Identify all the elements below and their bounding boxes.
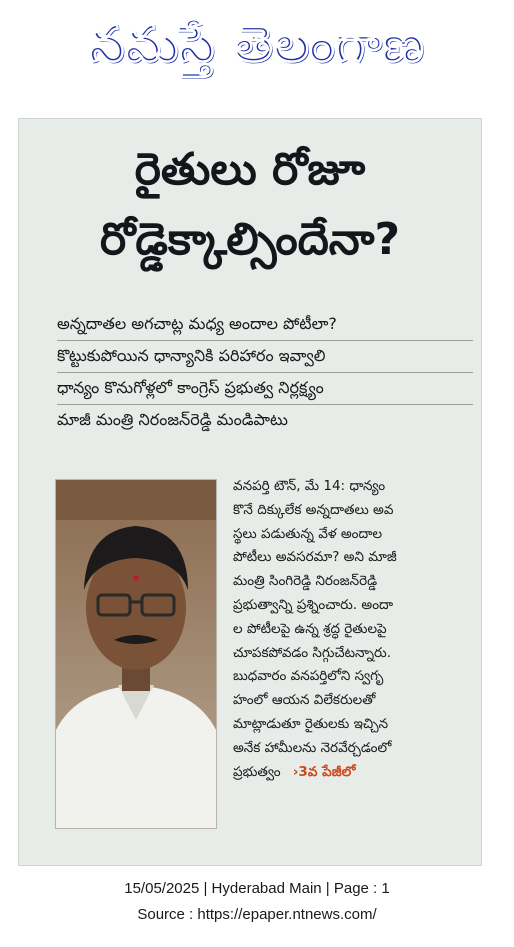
newspaper-title: నమస్తే తెలంగాణ (89, 14, 425, 73)
body-line: చూపకపోవడం సిగ్గుచేటన్నారు. (233, 644, 391, 661)
portrait-illustration (56, 480, 216, 828)
body-line: ల పోటీలపై ఉన్న శ్రద్ధ రైతులపై (233, 620, 387, 637)
headline-line-2: రోడ్డెక్కాల్సిందేనా? (100, 214, 400, 265)
continued-link[interactable]: ›3వ పేజీలో (292, 763, 356, 780)
body-line-last (233, 761, 473, 785)
body-line: స్థలు పడుతున్న వేళ అందాల (233, 525, 383, 542)
subheads (57, 309, 473, 436)
subhead: ధాన్యం కొనుగోళ్లలో కాంగ్రెస్ ప్రభుత్వ నిర్లక్ష్యం (57, 373, 473, 405)
subhead: మాజీ మంత్రి నిరంజన్‌రెడ్డి మండిపాటు (57, 410, 288, 429)
headline-line-1: రైతులు రోజూ (134, 144, 366, 195)
body-line: మాట్లాడుతూ రైతులకు ఇచ్చిన (233, 715, 389, 732)
body-line: మంత్రి సింగిరెడ్డి నిరంజన్‌రెడ్డి (233, 573, 378, 590)
headline (19, 135, 481, 275)
body-line: హంలో ఆయన విలేకరులతో (233, 692, 376, 709)
body-line: పోటీలు అవసరమా? అని మాజీ (233, 549, 397, 566)
edition-info: 15/05/2025 | Hyderabad Main | Page : 1 (124, 880, 390, 897)
subhead: అన్నదాతల అగచాట్ల మధ్య అందాల పోటీలా? (57, 309, 473, 341)
body-line: వనపర్తి టౌన్, మే 14: ధాన్యం (233, 478, 386, 494)
portrait-photo (55, 479, 217, 829)
body-line: బుధవారం వనపర్తిలోని స్వగృ (233, 668, 384, 685)
body-line: అనేక హామీలను నెరవేర్చడంలో (233, 739, 392, 756)
article-body (233, 475, 473, 784)
footer (0, 876, 514, 928)
subhead: కొట్టుకుపోయిన ధాన్యానికి పరిహారం ఇవ్వాలి (57, 341, 473, 373)
body-line-text: ప్రభుత్వం (233, 763, 281, 780)
source-info: Source : https://epaper.ntnews.com/ (137, 906, 377, 923)
body-line: ప్రభుత్వాన్ని ప్రశ్నించారు. అందా (233, 596, 394, 613)
article-panel (18, 118, 482, 866)
body-line: కొనే దిక్కులేక అన్నదాతలు అవ (233, 501, 394, 518)
masthead (0, 0, 514, 100)
